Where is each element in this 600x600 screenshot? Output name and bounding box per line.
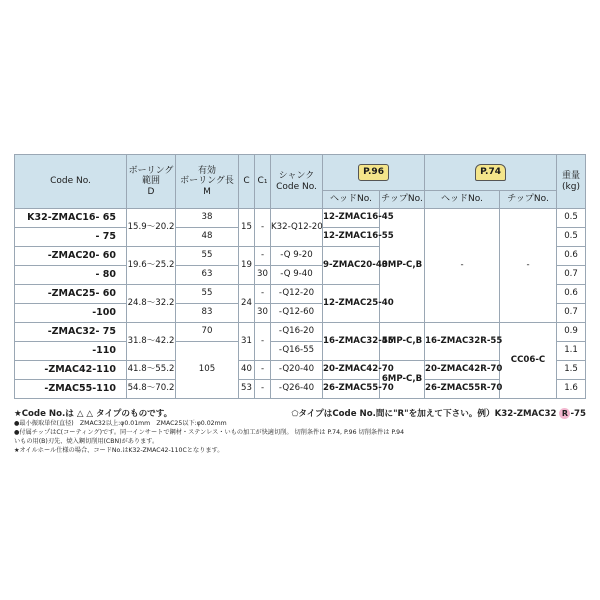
head-cell: 12-ZMAC16-55 <box>323 228 380 247</box>
header-boring-range: ボーリング 範囲 D <box>127 155 176 209</box>
boring-range-cell: 24.8～32.2 <box>127 285 176 323</box>
table-row <box>15 323 586 342</box>
r-mark-icon: R <box>559 408 570 419</box>
tip-cell: 3MP-C,B <box>380 209 425 323</box>
tip-cell: 6MP-C,B <box>380 361 425 399</box>
shank-cell: -Q26-40 <box>271 380 323 399</box>
boring-range-cell: 41.8～55.2 <box>127 361 176 380</box>
insert-diamond-icon: P.96 <box>358 164 389 180</box>
eff-length-cell: 70 <box>176 323 239 342</box>
code-cell: -ZMAC42-110 <box>15 361 127 380</box>
shank-cell: -Q20-40 <box>271 361 323 380</box>
note-line: ●付属チップはC(コーティング)です。同一インサートで鋼材・ステンレス・いもの加工が快適切削。 切削条件は P.74, P.96 切削条件は P.94 <box>14 429 405 437</box>
eff-length-cell: 63 <box>176 266 239 285</box>
c1-cell: - <box>255 380 271 399</box>
shank-cell: -Q 9-40 <box>271 266 323 285</box>
weight-cell: 0.9 <box>557 323 586 342</box>
code-cell: -ZMAC55-110 <box>15 380 127 399</box>
note-line: いもの用(B)刃先、焼入鋼切削用(CBN)があります。 <box>14 438 159 446</box>
c1-cell: - <box>255 209 271 247</box>
eff-length-cell: 55 <box>176 247 239 266</box>
head-cell: 12-ZMAC16-45 <box>323 209 380 228</box>
header-head-no-r: ヘッドNo. <box>425 191 500 209</box>
eff-length-cell: 83 <box>176 304 239 323</box>
c-cell: 40 <box>239 361 255 380</box>
weight-cell: 1.6 <box>557 380 586 399</box>
code-cell: -100 <box>15 304 127 323</box>
c-cell: 53 <box>239 380 255 399</box>
c1-cell: 30 <box>255 266 271 285</box>
code-cell: -ZMAC32- 75 <box>15 323 127 342</box>
weight-cell: 0.5 <box>557 209 586 228</box>
head-cell: 20-ZMAC42-70 <box>323 361 380 380</box>
weight-cell: 0.6 <box>557 247 586 266</box>
head-cell: 16-ZMAC32-55 <box>323 323 380 361</box>
header-ref-p96 <box>323 155 425 191</box>
header-shank: シャンク Code No. <box>271 155 323 209</box>
header-c: C <box>239 155 255 209</box>
code-cell: -ZMAC25- 60 <box>15 285 127 304</box>
tip-cell: 4MP-C,B <box>380 323 425 361</box>
shank-cell: -Q16-55 <box>271 342 323 361</box>
notes-section <box>14 408 586 456</box>
weight-cell: 1.1 <box>557 342 586 361</box>
boring-range-cell: 19.6～25.2 <box>127 247 176 285</box>
head-cell: 12-ZMAC25-40 <box>323 285 380 323</box>
c1-cell: 30 <box>255 304 271 323</box>
c-cell: 31 <box>239 323 255 361</box>
shank-cell: -Q 9-20 <box>271 247 323 266</box>
c1-cell: - <box>255 247 271 266</box>
code-cell: K32-ZMAC16- 65 <box>15 209 127 228</box>
c-cell: 24 <box>239 285 255 323</box>
boring-range-cell: 54.8～70.2 <box>127 380 176 399</box>
weight-cell: 1.5 <box>557 361 586 380</box>
code-note: ★Code No.は △ △ タイプのものです。 <box>14 409 173 419</box>
spec-table <box>14 154 586 399</box>
header-tip-no: チップNo. <box>380 191 425 209</box>
header-ref-p74 <box>425 155 557 191</box>
head-r-cell: - <box>425 209 500 323</box>
note-line: ★オイルホール仕様の場合、コードNo.はK32-ZMAC42-110Cとなります。 <box>14 447 224 455</box>
r-type-note: ⬠タイプはCode No.間に"R"を加えて下さい。例）K32-ZMAC32 R -75 <box>291 409 586 419</box>
head-r-cell: 20-ZMAC42R-70 <box>425 361 500 380</box>
weight-cell: 0.7 <box>557 304 586 323</box>
c1-cell: - <box>255 361 271 380</box>
eff-length-cell: 55 <box>176 285 239 304</box>
shank-cell: -Q12-20 <box>271 285 323 304</box>
boring-range-cell: 15.9～20.2 <box>127 209 176 247</box>
header-head-no: ヘッドNo. <box>323 191 380 209</box>
code-cell: -110 <box>15 342 127 361</box>
tip-r-cell: CC06-C <box>500 323 557 399</box>
eff-length-cell: 38 <box>176 209 239 228</box>
header-c1: C₁ <box>255 155 271 209</box>
notes-header <box>14 408 586 420</box>
shank-cell: K32-Q12-20 <box>271 209 323 247</box>
c1-cell: - <box>255 323 271 361</box>
shank-cell: -Q12-60 <box>271 304 323 323</box>
weight-cell: 0.5 <box>557 228 586 247</box>
boring-range-cell: 31.8～42.2 <box>127 323 176 361</box>
header-weight: 重量 (kg) <box>557 155 586 209</box>
c1-cell: - <box>255 285 271 304</box>
header-tip-no-r: チップNo. <box>500 191 557 209</box>
head-cell: 9-ZMAC20-40 <box>323 247 380 285</box>
weight-cell: 0.7 <box>557 266 586 285</box>
insert-pentagon-icon: P.74 <box>475 164 506 180</box>
code-cell: - 75 <box>15 228 127 247</box>
eff-length-cell: 105 <box>176 342 239 399</box>
header-code-no: Code No. <box>15 155 127 209</box>
code-cell: -ZMAC20- 60 <box>15 247 127 266</box>
shank-cell: -Q16-20 <box>271 323 323 342</box>
table-row <box>15 209 586 228</box>
head-cell: 26-ZMAC55-70 <box>323 380 380 399</box>
weight-cell: 0.6 <box>557 285 586 304</box>
header-effective-boring-length: 有効 ボーリング長 M <box>176 155 239 209</box>
note-line: ●最小振取単位(直径) ZMAC32以上:φ0.01mm ZMAC25以下:φ0.02mm <box>14 420 227 428</box>
head-r-cell: 26-ZMAC55R-70 <box>425 380 500 399</box>
eff-length-cell: 48 <box>176 228 239 247</box>
tip-r-cell: - <box>500 209 557 323</box>
c-cell: 15 <box>239 209 255 247</box>
head-r-cell: 16-ZMAC32R-55 <box>425 323 500 361</box>
c-cell: 19 <box>239 247 255 285</box>
insert-pentagon-icon: ⬠ <box>291 409 299 418</box>
code-cell: - 80 <box>15 266 127 285</box>
